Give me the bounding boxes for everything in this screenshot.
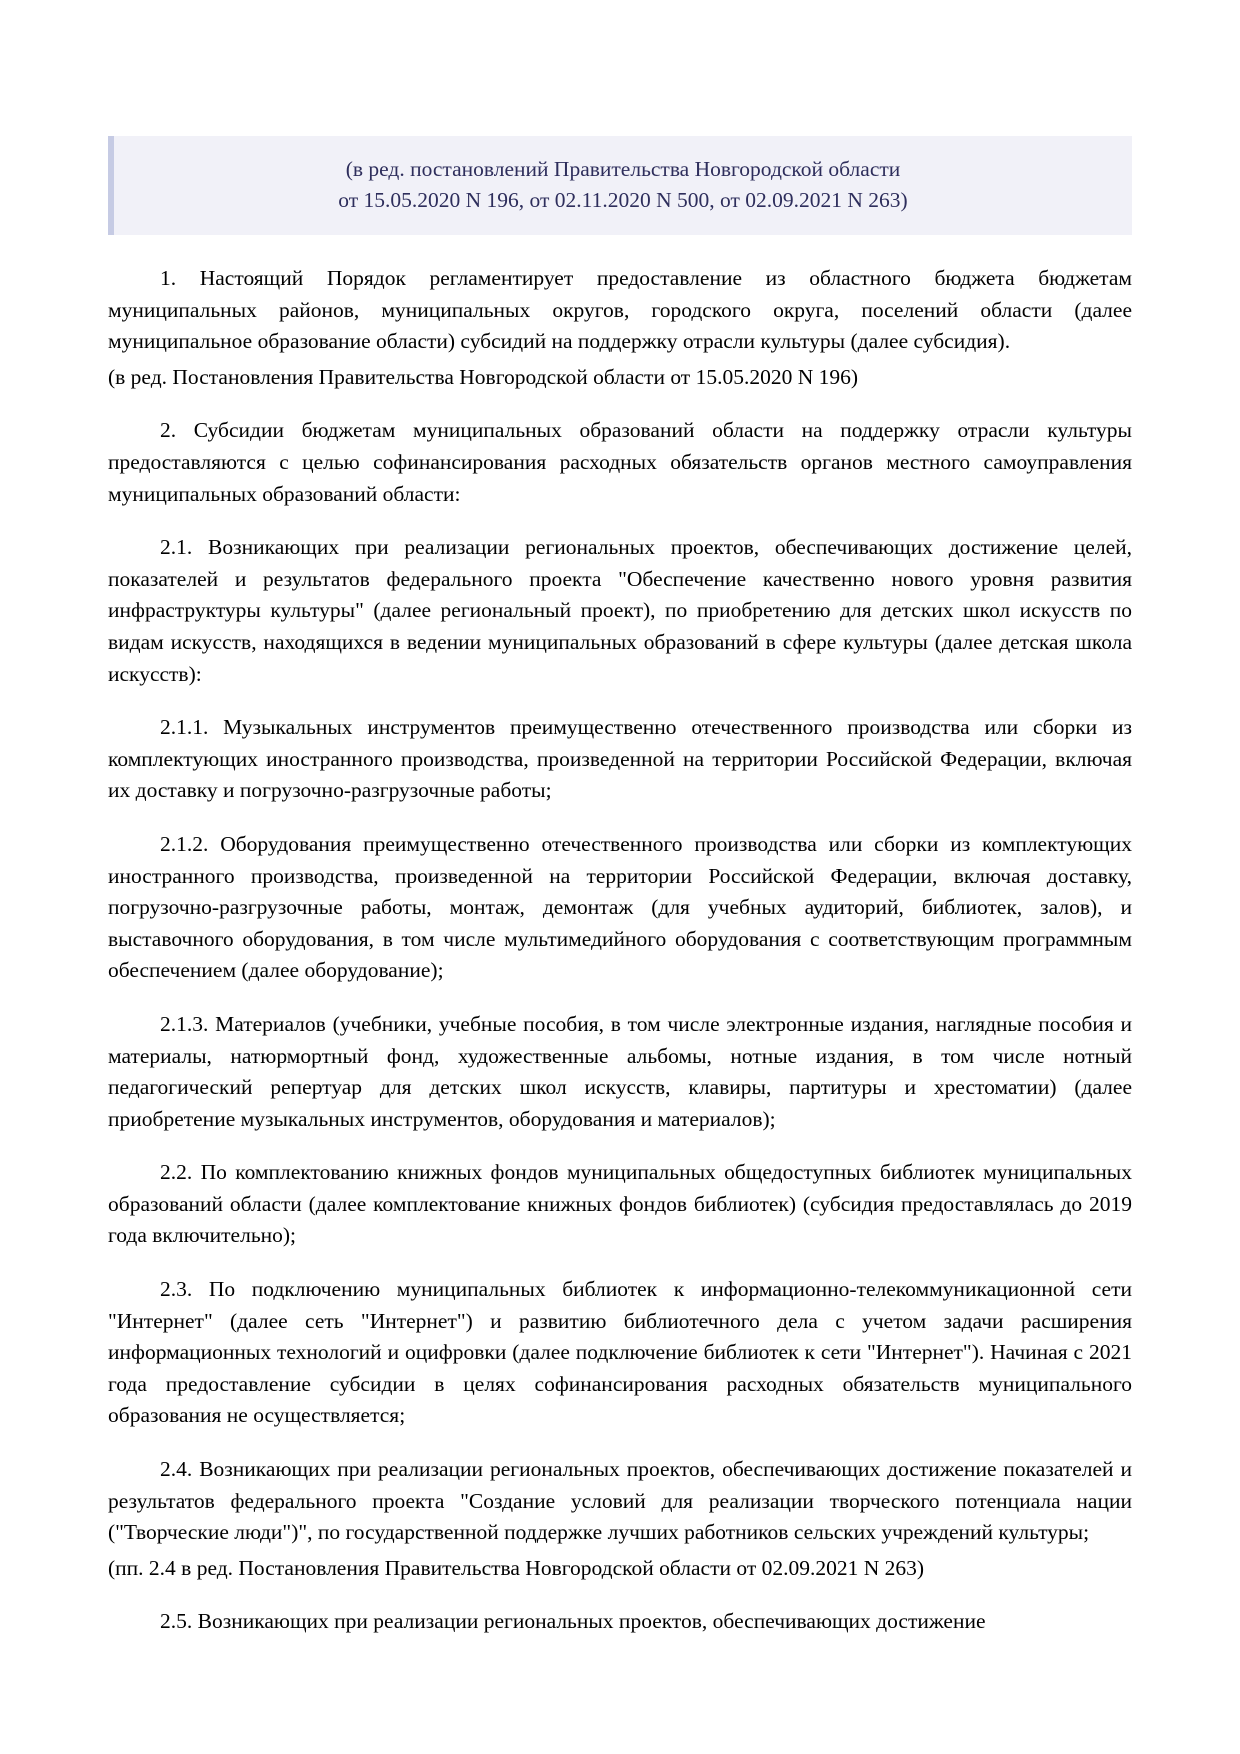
clause-paragraph-2-1-1: 2.1.1. Музыкальных инструментов преимущественно отечественного производства или сборки из комплектующих иностранного производства, произведенной на территории Российской Федерации, включая их доставку и погрузочно-разгрузочные работы; — [108, 715, 1132, 803]
clause-paragraph-2-4: 2.4. Возникающих при реализации региональных проектов, обеспечивающих достижение показателей и результатов федерального проекта "Создание условий для реализации творческого потенциала нации ("Творческие люди")", по государственной поддержке лучших работников сельских учреждений культуры; — [108, 1457, 1132, 1545]
clause-paragraph-2: 2. Субсидии бюджетам муниципальных образований области на поддержку отрасли культуры предоставляются с целью софинансирования расходных обязательств органов местного самоуправления муниципальных образований области: — [108, 418, 1132, 506]
clause-paragraph-2-1: 2.1. Возникающих при реализации региональных проектов, обеспечивающих достижение целей, показателей и результатов федерального проекта "Обеспечение качественно нового уровня развития инфраструктуры культуры" (далее региональный проект), по приобретению для детских школ искусств по видам искусств, находящихся в ведении муниципальных образований в сфере культуры (далее детская школа искусств): — [108, 535, 1132, 686]
clause-paragraph-2-1-2: 2.1.2. Оборудования преимущественно отечественного производства или сборки из комплектующих иностранного производства, произведенной на территории Российской Федерации, включая доставку, погрузочно-разгрузочные работы, монтаж, демонтаж (для учебных аудиторий, библиотек, залов), и выставочного оборудования, в том числе мультимедийного оборудования с соответствующим программным обеспечением (далее оборудование); — [108, 831, 1132, 983]
amendment-citation-1: (в ред. Постановления Правительства Новгородской области от 15.05.2020 N 196) — [108, 364, 859, 389]
amendment-header-line-2: от 15.05.2020 N 196, от 02.11.2020 N 500, от 02.09.2021 N 263) — [338, 187, 908, 212]
amendment-header-callout — [108, 136, 1132, 235]
amendment-header-line-1: (в ред. постановлений Правительства Новгородской области — [345, 157, 901, 181]
document-body — [108, 263, 1132, 1638]
clause-paragraph-2-3: 2.3. По подключению муниципальных библиотек к информационно-телекоммуникационной сети "Интернет" (далее сеть "Интернет") и развитию библиотечного дела с учетом задачи расширения информационных технологий и оцифровки (далее подключение библиотек к сети "Интернет"). Начиная с 2021 года предоставление субсидии в целях софинансирования расходных обязательств муниципального образования не осуществляется; — [108, 1277, 1132, 1428]
clause-paragraph-2-5: 2.5. Возникающих при реализации региональных проектов, обеспечивающих достижение — [160, 1609, 986, 1634]
clause-paragraph-1: 1. Настоящий Порядок регламентирует предоставление из областного бюджета бюджетам муниципальных районов, муниципальных округов, городского округа, поселений области (далее муниципальное образование области) субсидий на поддержку отрасли культуры (далее субсидия). — [108, 266, 1132, 354]
amendment-citation-2-4: (пп. 2.4 в ред. Постановления Правительства Новгородской области от 02.09.2021 N 263) — [108, 1555, 925, 1580]
clause-paragraph-2-2: 2.2. По комплектованию книжных фондов муниципальных общедоступных библиотек муниципальных образований области (далее комплектование книжных фондов библиотек) (субсидия предоставлялась до 2019 года включительно); — [108, 1160, 1132, 1248]
clause-paragraph-2-1-3: 2.1.3. Материалов (учебники, учебные пособия, в том числе электронные издания, наглядные пособия и материалы, натюрмортный фонд, художественные альбомы, нотные издания, в том числе нотный педагогический репертуар для детских школ искусств, клавиры, партитуры и хрестоматии) (далее приобретение музыкальных инструментов, оборудования и материалов); — [108, 1011, 1132, 1131]
